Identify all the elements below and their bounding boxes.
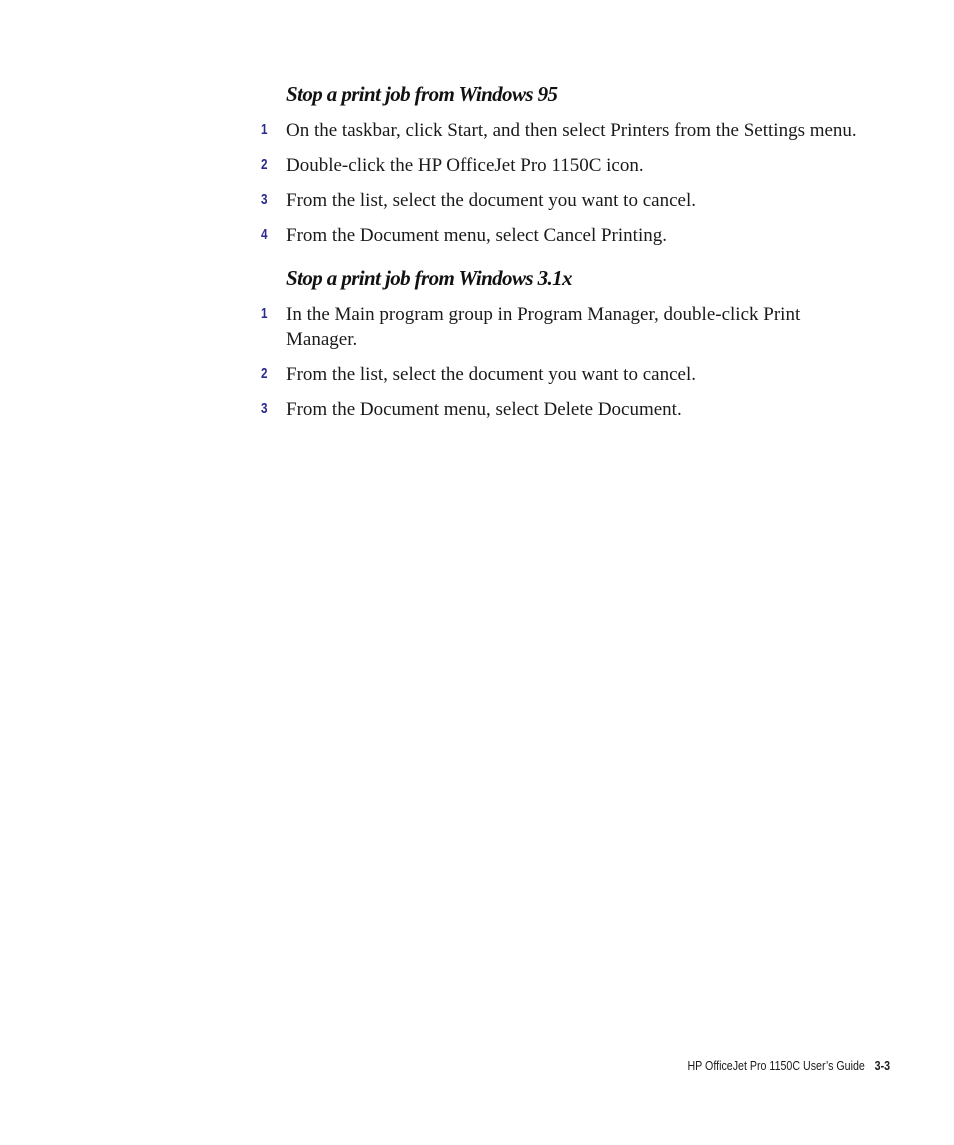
footer-guide-title: HP OfficeJet Pro 1150C User’s Guide [687,1058,865,1073]
step-number: 4 [261,226,268,243]
section-heading-windows-95: Stop a print job from Windows 95 [286,82,558,106]
step-text: Double-click the HP OfficeJet Pro 1150C icon. [286,155,644,176]
step-number: 3 [261,191,268,208]
step-text: From the list, select the document you want to cancel. [286,190,696,211]
step-text: From the list, select the document you want to cancel. [286,364,696,385]
page-footer [687,1058,890,1073]
step-number: 1 [261,305,268,322]
step-number: 3 [261,400,268,417]
step-number: 1 [261,121,268,138]
page-number: 3-3 [874,1058,890,1073]
step-text: In the Main program group in Program Manager, double-click Print Manager. [286,304,801,350]
section-heading-windows-31x: Stop a print job from Windows 3.1x [286,266,572,290]
step-text: From the Document menu, select Delete Document. [286,399,682,420]
step-text: From the Document menu, select Cancel Printing. [286,225,667,246]
step-text: On the taskbar, click Start, and then select Printers from the Settings menu. [286,120,857,141]
step-number: 2 [261,365,268,382]
step-number: 2 [261,156,268,173]
